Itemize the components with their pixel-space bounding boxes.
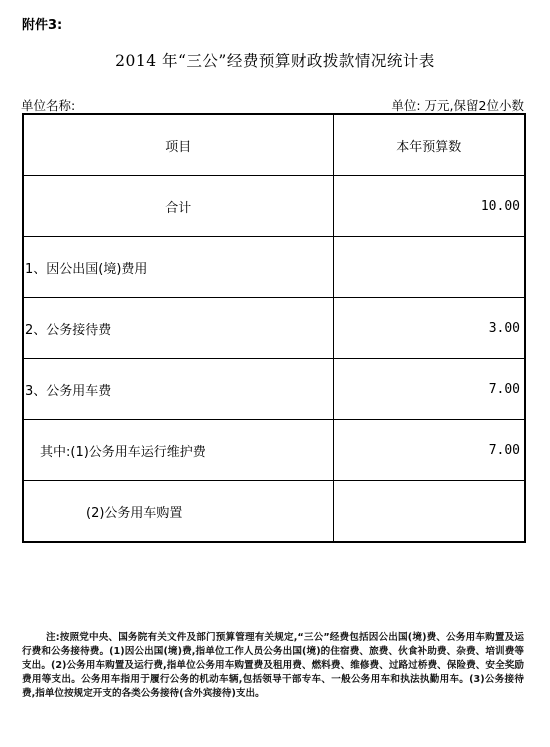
row-value-total: 10.00: [333, 176, 525, 237]
header-item: 项目: [23, 114, 333, 176]
row-item-overseas: 1、因公出国(境)费用: [23, 237, 333, 298]
row-value-reception: 3.00: [333, 298, 525, 359]
footnote: 注:按照党中央、国务院有关文件及部门预算管理有关规定,“三公”经费包括因公出国(境)费、公务用车购置及运行费和公务接待费。(1)因公出国(境)费,指单位工作人员公务出国(境)的住宿费、旅费、伙食补助费、杂费、培训费等支出。(2)公务用车购置及运行费,指单位公务用车购置费及租用费、燃料费、维修费、过路过桥费、保险费、安全奖励费用等支出。公务用车指用于履行公务的机动车辆,包括领导干部专车、一般公务用车和执法执勤用车。(3)公务接待费,指单位按规定开支的各类公务接待(含外宾接待)支出。: [22, 632, 524, 699]
row-value-overseas: [333, 237, 525, 298]
page-title: 2014 年“三公”经费预算财政拨款情况统计表: [115, 52, 435, 70]
table-row-vehicle-maintenance: [23, 420, 525, 481]
row-item-reception: 2、公务接待费: [23, 298, 333, 359]
table-row-overseas: [23, 237, 525, 298]
unit-label: 单位: 万元,保留2位小数: [391, 98, 524, 113]
row-value-vehicle-maintenance: 7.00: [333, 420, 525, 481]
unit-name-label: 单位名称:: [21, 98, 76, 113]
attachment-label: 附件3:: [22, 18, 63, 33]
table-row-vehicle: [23, 359, 525, 420]
table-row-vehicle-purchase: [23, 481, 525, 543]
budget-table: [22, 113, 526, 543]
row-value-vehicle-purchase: [333, 481, 525, 543]
row-item-vehicle-maintenance: 其中:(1)公务用车运行维护费: [23, 420, 333, 481]
row-item-vehicle-purchase: (2)公务用车购置: [23, 481, 333, 543]
table-header-row: [23, 114, 525, 176]
row-item-vehicle: 3、公务用车费: [23, 359, 333, 420]
table-row-total: [23, 176, 525, 237]
row-item-total: 合计: [23, 176, 333, 237]
table-row-reception: [23, 298, 525, 359]
row-value-vehicle: 7.00: [333, 359, 525, 420]
header-budget: 本年预算数: [333, 114, 525, 176]
